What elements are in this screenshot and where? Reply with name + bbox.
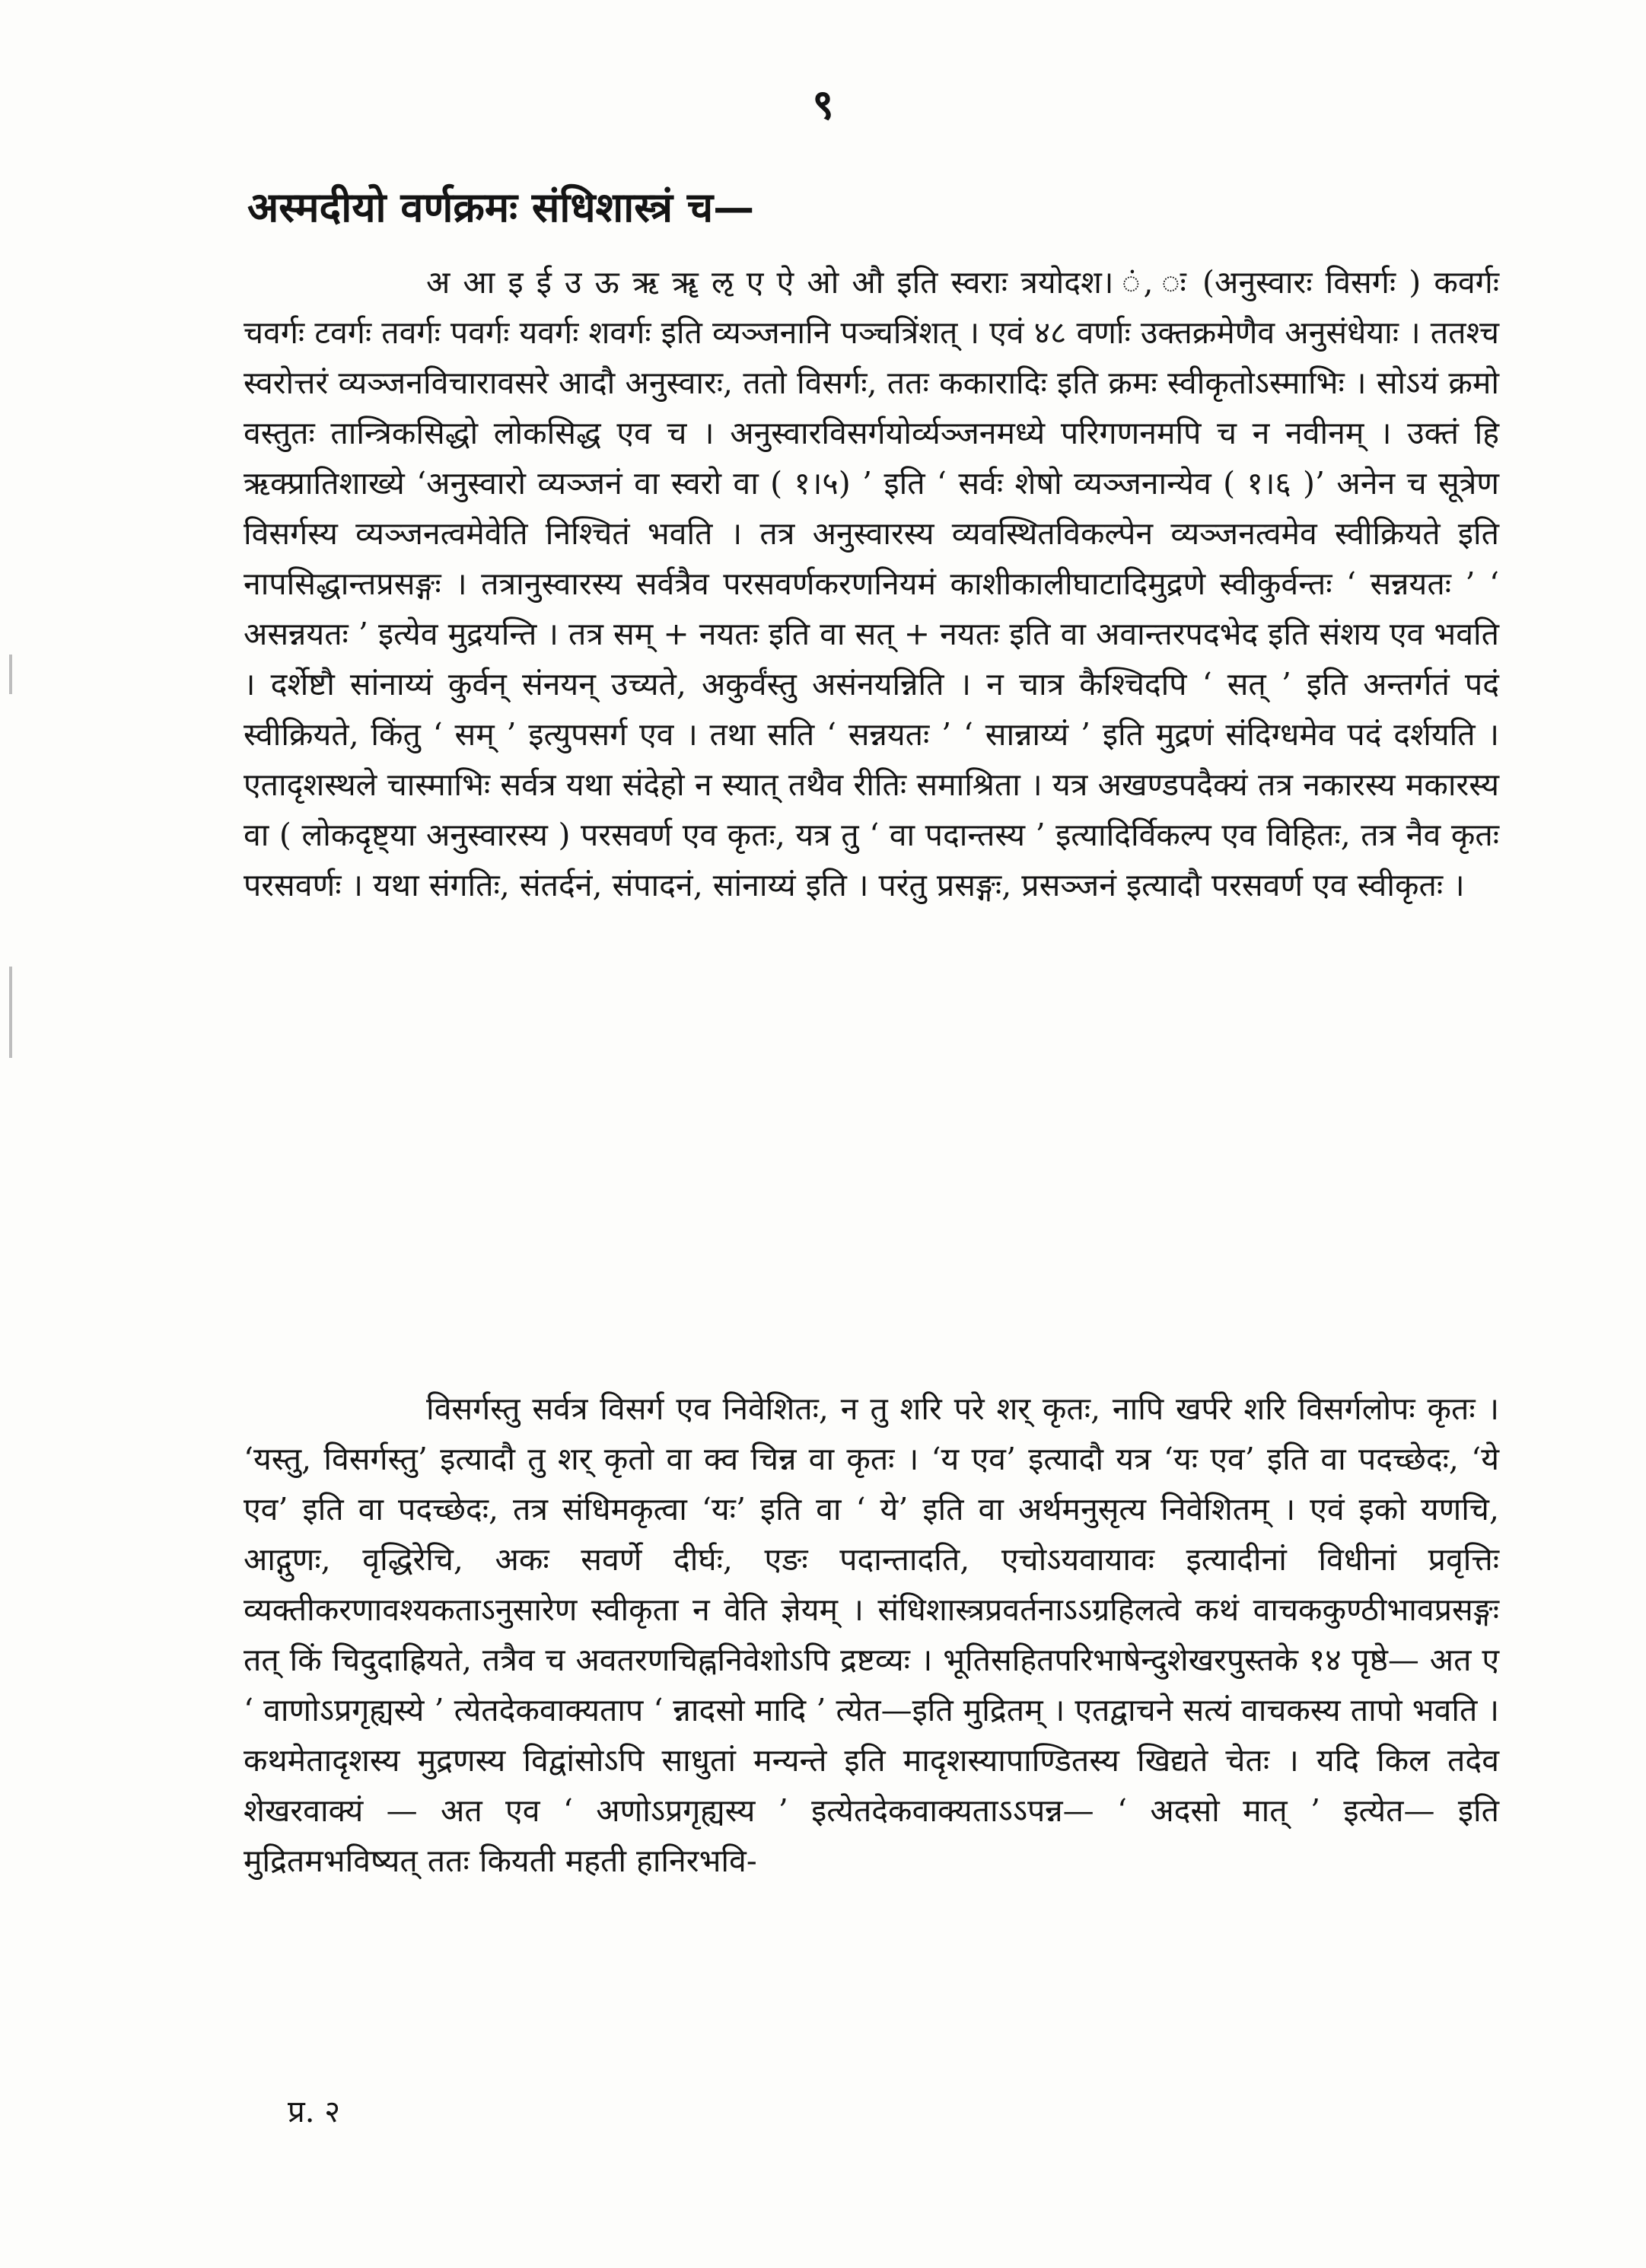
signature-mark: प्र. २ [288,2094,340,2129]
body-paragraph: विसर्गस्तु सर्वत्र विसर्ग एव निवेशितः, न तु शरि परे शर् कृतः, नापि खर्परे शरि विसर्गलोपः कृतः । ‘यस्तु, विसर्गस्तु’ इत्यादौ तु शर् कृतो वा क्व चिन्न वा कृतः । ‘य एव’ इत्यादौ यत्र ‘यः एव’ इति वा पदच्छेदः, ‘ये एव’ इति वा पदच्छेदः, तत्र संधिमकृत्वा ‘यः’ इति वा ‘ ये’ इति वा अर्थमनुसृत्य निवेशितम् । एवं इको यणचि, आद्गुणः, वृद्धिरेचि, अकः सवर्णे दीर्घः, एङः पदान्तादति, एचोऽयवायावः इत्यादीनां विधीनां प्रवृत्तिः व्यक्तीकरणावश्यकताऽनुसारेण स्वीकृता न वेति ज्ञेयम् । संधिशास्त्रप्रवर्तनाऽऽग्रहिलत्वे कथं वाचककुण्ठीभावप्रसङ्गः तत् किं चिदुदाह्रियते, तत्रैव च अवतरणचिह्ननिवेशोऽपि द्रष्टव्यः । भूतिसहितपरिभाषेन्दुशेखरपुस्तके १४ पृष्ठे— अत ए ‘ वाणोऽप्रगृह्यस्ये ’ त्येतदेकवाक्यताप ‘ न्नादसो मादि ’ त्येत—इति मुद्रितम् । एतद्वाचने सत्यं वाचकस्य तापो भवति । कथमेतादृशस्य मुद्रणस्य विद्वांसोऽपि साधुतां मन्यन्ते इति मादृशस्यापाण्डितस्य खिद्यते चेतः । यदि किल तदेव शेखरवाक्यं — अत एव ‘ अणोऽप्रगृह्यस्य ’ इत्येतदेकवाक्यताऽऽपन्न— ‘ अदसो मात् ’ इत्येत— इति मुद्रितमभविष्यत् ततः कियती महती हानिरभवि- [244,1390,1499,1879]
page-number: ९ [812,80,834,129]
scan-margin-mark [9,967,12,1058]
section-heading: अस्मदीयो वर्णक्रमः संधिशास्त्रं च— [247,183,755,231]
scan-margin-mark [9,655,12,694]
body-paragraph: अ आ इ ई उ ऊ ऋ ॠ ऌ ए ऐ ओ औ इति स्वराः त्रयोदश। ं, ः (अनुस्वारः विसर्गः ) कवर्गः चवर्गः टवर्गः तवर्गः पवर्गः यवर्गः शवर्गः इति व्यञ्जनानि पञ्चत्रिंशत् । एवं ४८ वर्णाः उक्तक्रमेणैव अनुसंधेयाः । ततश्च स्वरोत्तरं व्यञ्जनविचारावसरे आदौ अनुस्वारः, ततो विसर्गः, ततः ककारादिः इति क्रमः स्वीकृतोऽस्माभिः । सोऽयं क्रमो वस्तुतः तान्त्रिकसिद्धो लोकसिद्ध एव च । अनुस्वारविसर्गयोर्व्यञ्जनमध्ये परिगणनमपि च न नवीनम् । उक्तं हि ऋक्प्रातिशाख्ये ‘अनुस्वारो व्यञ्जनं वा स्वरो वा ( १।५) ’ इति ‘ सर्वः शेषो व्यञ्जनान्येव ( १।६ )’ अनेन च सूत्रेण विसर्गस्य व्यञ्जनत्वमेवेति निश्चितं भवति । तत्र अनुस्वारस्य व्यवस्थितविकल्पेन व्यञ्जनत्वमेव स्वीक्रियते इति नापसिद्धान्तप्रसङ्गः । तत्रानुस्वारस्य सर्वत्रैव परसवर्णकरणनियमं काशीकालीघाटादिमुद्रणे स्वीकुर्वन्तः ‘ सन्नयतः ’ ‘ असन्नयतः ’ इत्येव मुद्रयन्ति । तत्र सम् + नयतः इति वा सत् + नयतः इति वा अवान्तरपदभेद इति संशय एव भवति । दर्शेष्टौ सांनाय्यं कुर्वन् संनयन् उच्यते, अकुर्वंस्तु असंनयन्निति । न चात्र कैश्चिदपि ‘ सत् ’ इति अन्तर्गतं पदं स्वीक्रियते, किंतु ‘ सम् ’ इत्युपसर्ग एव । तथा सति ‘ सन्नयतः ’ ‘ सान्नाय्यं ’ इति मुद्रणं संदिग्धमेव पदं दर्शयति । एतादृशस्थले चास्माभिः सर्वत्र यथा संदेहो न स्यात् तथैव रीतिः समाश्रिता । यत्र अखण्डपदैक्यं तत्र नकारस्य मकारस्य वा ( लोकदृष्ट्या अनुस्वारस्य ) परसवर्ण एव कृतः, यत्र तु ‘ वा पदान्तस्य ’ इत्यादिर्विकल्प एव विहितः, तत्र नैव कृतः परसवर्णः । यथा संगतिः, संतर्दनं, संपादनं, सांनाय्यं इति । परंतु प्रसङ्गः, प्रसञ्जनं इत्यादौ परसवर्ण एव स्वीकृतः । [244,264,1499,903]
